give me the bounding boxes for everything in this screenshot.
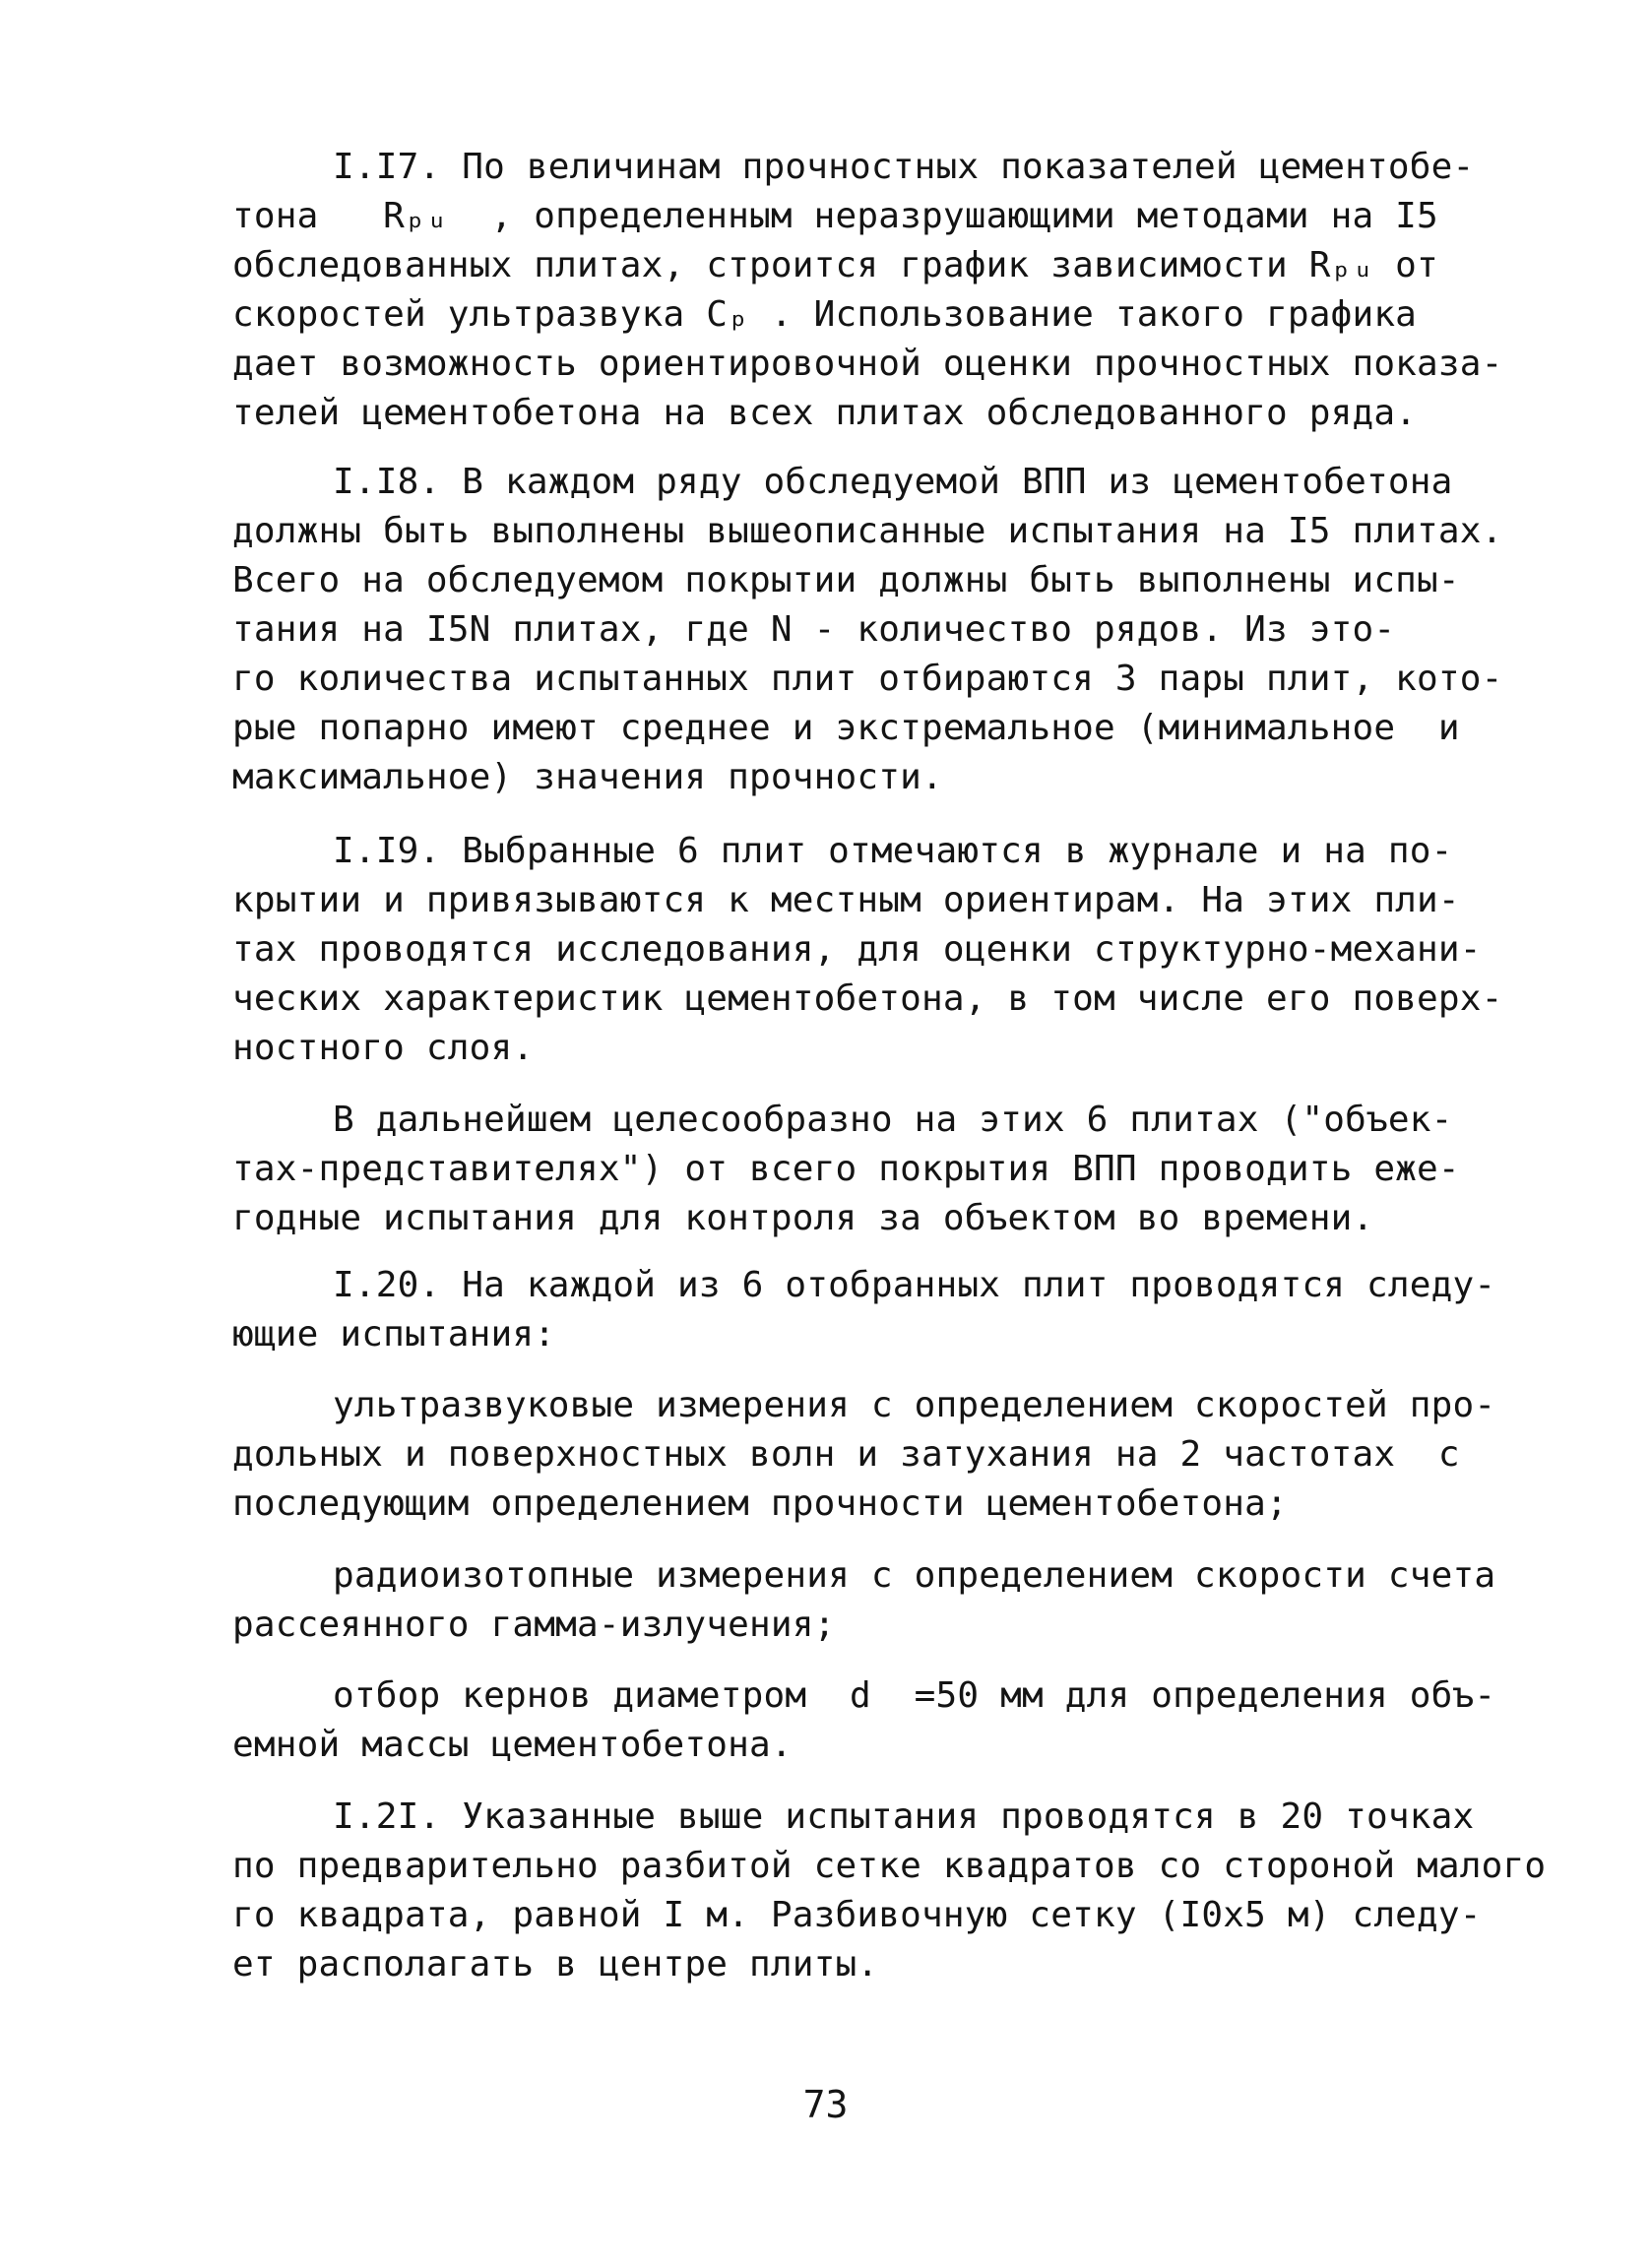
paragraph-line: ет располагать в центре плиты. (232, 1944, 879, 1984)
paragraph-line: телей цементобетона на всех плитах обследованного ряда. (232, 393, 1418, 433)
paragraph-first-line: I.20. На каждой из 6 отобранных плит проводятся следу- (333, 1265, 1496, 1305)
paragraph-line: должны быть выполнены вышеописанные испытания на I5 плитах. (232, 511, 1503, 551)
paragraph-line: максимальное) значения прочности. (232, 757, 943, 797)
paragraph-first-line: I.I9. Выбранные 6 плит отмечаются в журнале и на по- (333, 831, 1453, 871)
paragraph-first-line: радиоизотопные измерения с определением скорости счета (333, 1555, 1496, 1596)
paragraph-first-line: отбор кернов диаметром d =50 мм для определения объ- (333, 1675, 1496, 1716)
paragraph-first-line: I.I8. В каждом ряду обследуемой ВПП из цементобетона (333, 462, 1453, 502)
paragraph-first-line: В дальнейшем целесообразно на этих 6 плитах ("объек- (333, 1100, 1453, 1140)
paragraph-line: Всего на обследуемом покрытии должны быть выполнены испы- (232, 560, 1460, 600)
paragraph-line: годные испытания для контроля за объектом во времени. (232, 1198, 1374, 1238)
paragraph-line: тания на I5N плитах, где N - количество рядов. Из это- (232, 609, 1396, 650)
paragraph-line: тах-представителях") от всего покрытия ВПП проводить еже- (232, 1149, 1460, 1189)
paragraph-line: дает возможность ориентировочной оценки прочностных показа- (232, 344, 1503, 384)
paragraph-line: ющие испытания: (232, 1314, 556, 1354)
paragraph-line: го количества испытанных плит отбираются 3 пары плит, кото- (232, 659, 1503, 699)
paragraph-line: емной массы цементобетона. (232, 1725, 793, 1765)
page-number: 73 (802, 2083, 849, 2126)
paragraph-first-line: ультразвуковые измерения с определением скоростей про- (333, 1385, 1496, 1425)
paragraph-line: последующим определением прочности цементобетона; (232, 1483, 1288, 1524)
paragraph-line: дольных и поверхностных волн и затухания на 2 частотах с (232, 1434, 1460, 1475)
paragraph-first-line: I.I7. По величинам прочностных показателей цементобе- (333, 147, 1475, 187)
paragraph-line: крытии и привязываются к местным ориентирам. На этих пли- (232, 880, 1460, 920)
paragraph-line: рассеянного гамма-излучения; (232, 1605, 836, 1645)
paragraph-line: обследованных плитах, строится график зависимости Rₚᵤ от (232, 245, 1438, 285)
paragraph-line: рые попарно имеют среднее и экстремальное (минимальное и (232, 708, 1460, 748)
paragraph-line: по предварительно разбитой сетке квадратов со стороной малого (232, 1846, 1547, 1886)
paragraph-line: ностного слоя. (232, 1028, 535, 1068)
paragraph-line: го квадрата, равной I м. Разбивочную сетку (I0х5 м) следу- (232, 1895, 1482, 1935)
paragraph-line: ческих характеристик цементобетона, в том числе его поверх- (232, 978, 1503, 1019)
paragraph-line: тона Rₚᵤ , определенным неразрушающими методами на I5 (232, 196, 1438, 236)
paragraph-first-line: I.2I. Указанные выше испытания проводятся в 20 точках (333, 1796, 1475, 1837)
paragraph-line: скоростей ультразвука Cₚ . Использование такого графика (232, 294, 1418, 335)
paragraph-line: тах проводятся исследования, для оценки структурно-механи- (232, 929, 1482, 970)
